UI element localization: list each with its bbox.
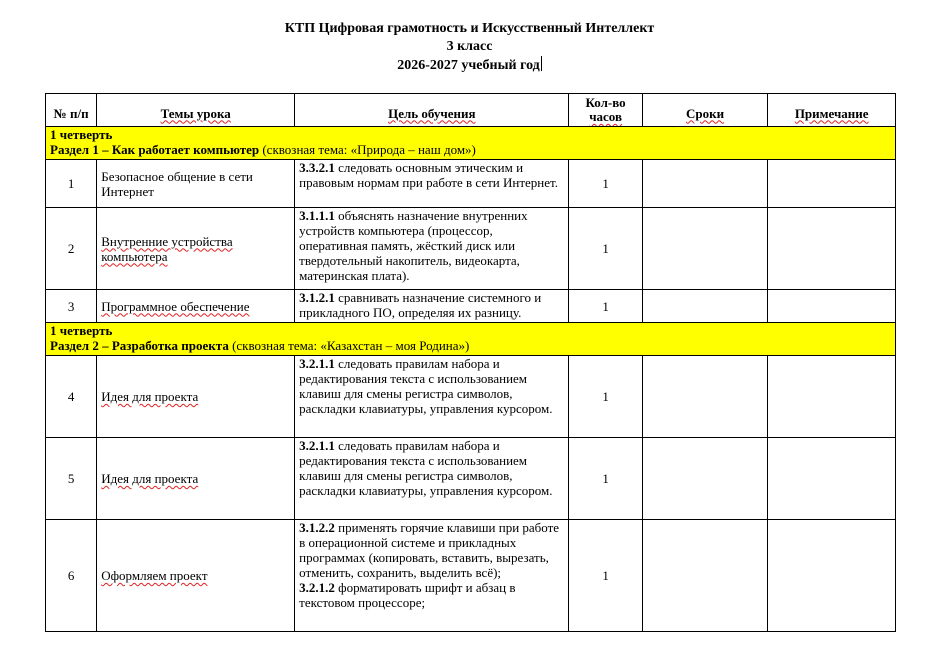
section-2-quarter: 1 четверть bbox=[50, 323, 113, 338]
header-topic: Темы урока bbox=[97, 94, 295, 127]
row-num: 3 bbox=[46, 290, 97, 323]
row-notes[interactable] bbox=[768, 356, 896, 438]
row-dates[interactable] bbox=[642, 160, 768, 208]
ktp-table bbox=[45, 93, 896, 632]
table-row bbox=[46, 520, 896, 632]
section-1-title: Раздел 1 – Как работает компьютер bbox=[50, 142, 260, 157]
row-notes[interactable] bbox=[768, 208, 896, 290]
row-goal: 3.2.1.1 следовать правилам набора и редактирования текста с использованием клавиш для смены регистра символов, раскладки клавиатуры, управления курсором. bbox=[295, 356, 569, 438]
row-notes[interactable] bbox=[768, 290, 896, 323]
row-notes[interactable] bbox=[768, 160, 896, 208]
row-dates[interactable] bbox=[642, 356, 768, 438]
table-row bbox=[46, 160, 896, 208]
row-topic: Программное обеспечение bbox=[97, 290, 295, 323]
row-hours: 1 bbox=[569, 438, 642, 520]
document-title bbox=[0, 20, 939, 74]
section-2-title: Раздел 2 – Разработка проекта bbox=[50, 338, 229, 353]
row-hours: 1 bbox=[569, 520, 642, 632]
row-goal: 3.3.2.1 следовать основным этическим и правовым нормам при работе в сети Интернет. bbox=[295, 160, 569, 208]
row-num: 4 bbox=[46, 356, 97, 438]
row-num: 5 bbox=[46, 438, 97, 520]
title-line-3-text: 2026-2027 учебный год bbox=[397, 58, 540, 73]
section-1-quarter: 1 четверть bbox=[50, 127, 113, 142]
text-cursor bbox=[541, 56, 542, 71]
row-topic: Безопасное общение в сети Интернет bbox=[97, 160, 295, 208]
row-goal: 3.2.1.1 следовать правилам набора и редактирования текста с использованием клавиш для смены регистра символов, раскладки клавиатуры, управления курсором. bbox=[295, 438, 569, 520]
row-dates[interactable] bbox=[642, 208, 768, 290]
row-topic: Идея для проекта bbox=[97, 438, 295, 520]
section-row bbox=[46, 127, 896, 160]
title-line-2: 3 класс bbox=[446, 39, 493, 54]
table-row bbox=[46, 438, 896, 520]
table-row bbox=[46, 356, 896, 438]
section-1-cell bbox=[46, 127, 896, 160]
row-notes[interactable] bbox=[768, 438, 896, 520]
header-notes: Примечание bbox=[768, 94, 896, 127]
row-num: 2 bbox=[46, 208, 97, 290]
section-2-theme: (сквозная тема: «Казахстан – моя Родина») bbox=[228, 338, 470, 353]
header-goal: Цель обучения bbox=[295, 94, 569, 127]
row-topic: Оформляем проект bbox=[97, 520, 295, 632]
row-topic: Идея для проекта bbox=[97, 356, 295, 438]
row-goal: 3.1.1.1 объяснять назначение внутренних устройств компьютера (процессор, оперативная память, жёсткий диск или твердотельный накопитель, видеокарта, материнская плата). bbox=[295, 208, 569, 290]
table-row bbox=[46, 290, 896, 323]
row-dates[interactable] bbox=[642, 290, 768, 323]
header-hours: Кол-во часов bbox=[569, 94, 642, 127]
row-dates[interactable] bbox=[642, 520, 768, 632]
header-num: № п/п bbox=[46, 94, 97, 127]
header-row bbox=[46, 94, 896, 127]
row-hours: 1 bbox=[569, 208, 642, 290]
table-row bbox=[46, 208, 896, 290]
title-line-1: КТП Цифровая грамотность и Искусственный Интеллект bbox=[284, 21, 655, 36]
header-dates: Сроки bbox=[642, 94, 768, 127]
section-1-theme: (сквозная тема: «Природа – наш дом») bbox=[259, 142, 476, 157]
row-hours: 1 bbox=[569, 356, 642, 438]
row-notes[interactable] bbox=[768, 520, 896, 632]
section-2-cell bbox=[46, 323, 896, 356]
row-dates[interactable] bbox=[642, 438, 768, 520]
row-hours: 1 bbox=[569, 160, 642, 208]
row-goal: 3.1.2.1 сравнивать назначение системного и прикладного ПО, определяя их разницу. bbox=[295, 290, 569, 323]
row-num: 1 bbox=[46, 160, 97, 208]
row-hours: 1 bbox=[569, 290, 642, 323]
row-num: 6 bbox=[46, 520, 97, 632]
section-row bbox=[46, 323, 896, 356]
row-topic: Внутренние устройства компьютера bbox=[97, 208, 295, 290]
row-goal: 3.1.2.2 применять горячие клавиши при работе в операционной системе и прикладных программах (копировать, вставить, вырезать, отменить, сохранить, выделить всё); 3.2.1.2 форматировать шрифт и абзац в текстовом процессоре; bbox=[295, 520, 569, 632]
title-line-3[interactable] bbox=[0, 56, 939, 74]
